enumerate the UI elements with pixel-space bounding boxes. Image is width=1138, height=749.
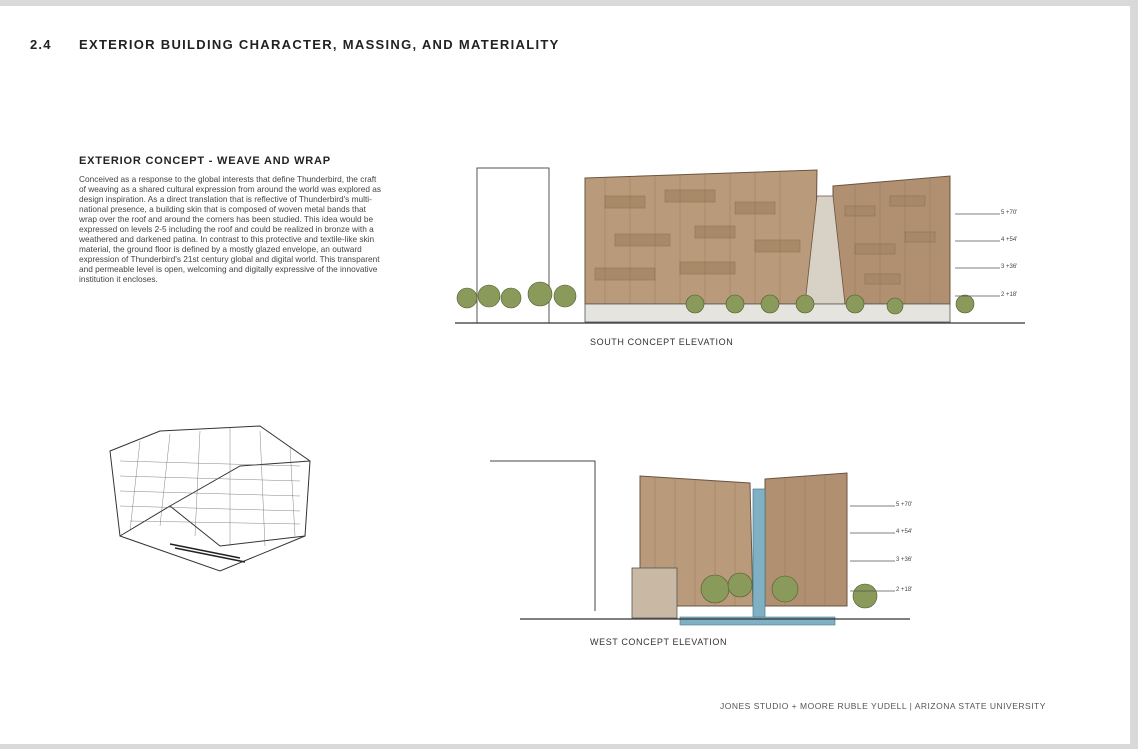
west-level-mark-2: 2 +18' [896, 587, 913, 593]
south-level-mark-3: 3 +36' [1001, 264, 1018, 270]
document-page [0, 6, 1130, 744]
section-title: EXTERIOR BUILDING CHARACTER, MASSING, AND MATERIALITY [79, 37, 560, 52]
south-level-mark-2: 2 +18' [1001, 292, 1018, 298]
massing-perspective-sketch [100, 406, 330, 591]
south-elevation-caption: SOUTH CONCEPT ELEVATION [590, 337, 734, 347]
section-number: 2.4 [30, 37, 52, 52]
south-level-mark-4: 4 +54' [1001, 237, 1018, 243]
west-level-mark-5: 5 +70' [896, 502, 913, 508]
concept-heading: EXTERIOR CONCEPT - WEAVE AND WRAP [79, 155, 331, 167]
south-level-mark-5: 5 +70' [1001, 210, 1018, 216]
west-level-mark-3: 3 +36' [896, 557, 913, 563]
west-level-mark-4: 4 +54' [896, 529, 913, 535]
south-elevation-sketch [445, 156, 1035, 331]
concept-body: Conceived as a response to the global interests that define Thunderbird, the craft of weaving as a shared cultural expression from around the world was explored as design inspiration. As a direct translation that is reflective of Thunderbird's multi-national presence, a building skin that is composed of woven metal bands that wrap over the roof and around the corners has been studied. This idea would be expressed on levels 2-5 including the roof and could be realized in bronze with a weathered and darkened patina. In contrast to this protective and textile-like skin material, the ground floor is defined by a mostly glazed envelope, an outward expression of Thunderbird's 21st century global and digital world. This transparent and permeable level is open, welcoming and digitally expressive of the innovative institution it encloses. [79, 174, 382, 284]
west-elevation-sketch [485, 451, 935, 631]
west-elevation-caption: WEST CONCEPT ELEVATION [590, 637, 728, 647]
page-footer: JONES STUDIO + MOORE RUBLE YUDELL | ARIZONA STATE UNIVERSITY [720, 701, 1046, 711]
